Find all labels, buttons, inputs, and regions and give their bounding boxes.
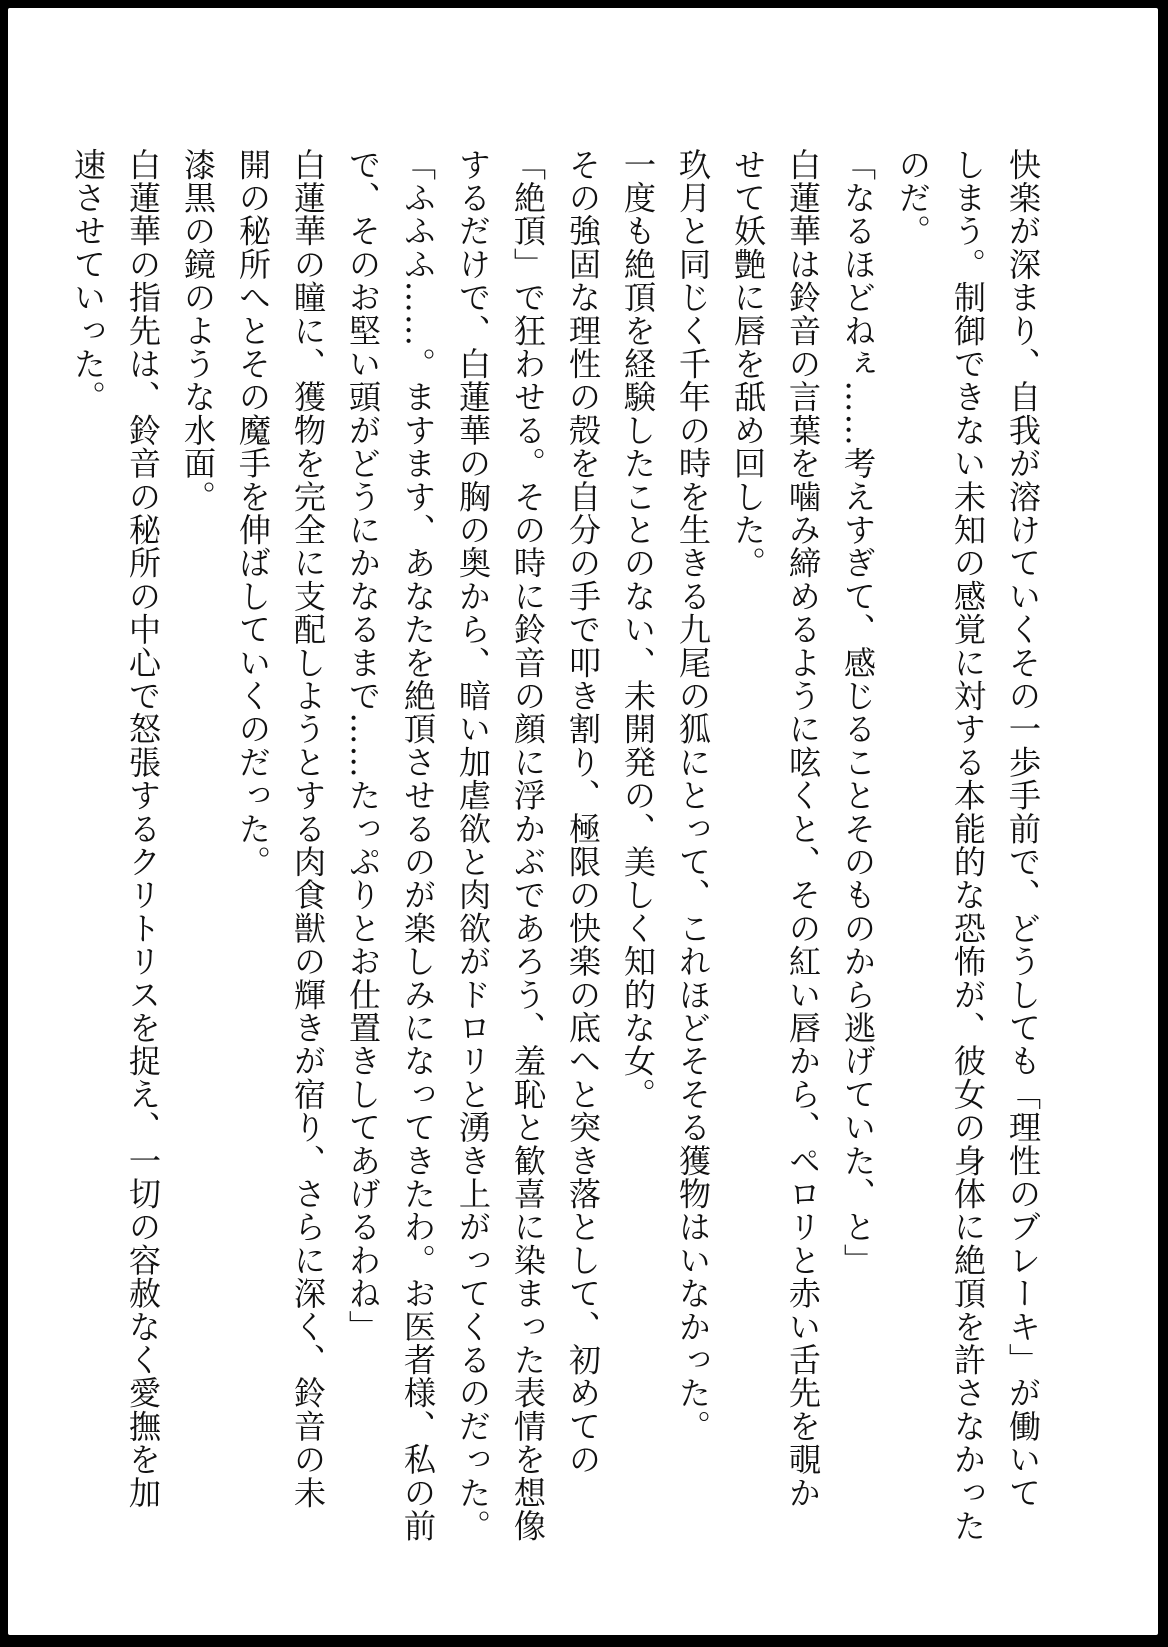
text-line: 白蓮華の指先は、鈴音の秘所の中心で怒張するクリトリスを捉え、一切の容赦なく愛撫を加: [124, 148, 162, 1510]
text-line: 「ふふふ……。ますます、あなたを絶頂させるのが楽しみになってきたわ。お医者様、私の前: [399, 148, 437, 1543]
text-line: 速させていった。: [69, 148, 107, 414]
text-line: するだけで、白蓮華の胸の奥から、暗い加虐欲と肉欲がドロリと湧き上がってくるのだった。: [454, 148, 492, 1543]
text-line: 玖月と同じく千年の時を生きる九尾の狐にとって、これほどそそる獲物はいなかった。: [674, 148, 712, 1443]
text-line: 白蓮華の瞳に、獲物を完全に支配しようとする肉食獣の輝きが宿り、さらに深く、鈴音の未: [289, 148, 327, 1510]
text-line: 漆黒の鏡のような水面。: [179, 148, 217, 514]
text-line: 開の秘所へとその魔手を伸ばしていくのだった。: [234, 148, 272, 879]
text-line: 「なるほどねぇ……考えすぎて、感じることそのものから逃げていた、と」: [839, 148, 877, 1277]
text-line: で、そのお堅い頭がどうにかなるまで……たっぷりとお仕置きしてあげるわね」: [344, 148, 382, 1344]
text-line: その強固な理性の殻を自分の手で叩き割り、極限の快楽の底へと突き落として、初めての: [564, 148, 602, 1476]
vertical-text-body: [60, 148, 1050, 1548]
text-line: 「絶頂」で狂わせる。その時に鈴音の顔に浮かぶであろう、羞恥と歓喜に染まった表情を想像: [509, 148, 547, 1543]
text-line: せて妖艶に唇を舐め回した。: [729, 148, 767, 580]
page: [8, 8, 1158, 1635]
text-line: 一度も絶頂を経験したことのない、未開発の、美しく知的な女。: [619, 148, 657, 1111]
text-line: しまう。制御できない未知の感覚に対する本能的な恐怖が、彼女の身体に絶頂を許さなかった: [949, 148, 987, 1543]
text-line: 白蓮華は鈴音の言葉を噛み締めるように呟くと、その紅い唇から、ペロリと赤い舌先を覗か: [784, 148, 822, 1510]
text-line: のだ。: [894, 148, 932, 248]
text-line: 快楽が深まり、自我が溶けていくその一歩手前で、どうしても「理性のブレーキ」が働いて: [1004, 148, 1042, 1510]
